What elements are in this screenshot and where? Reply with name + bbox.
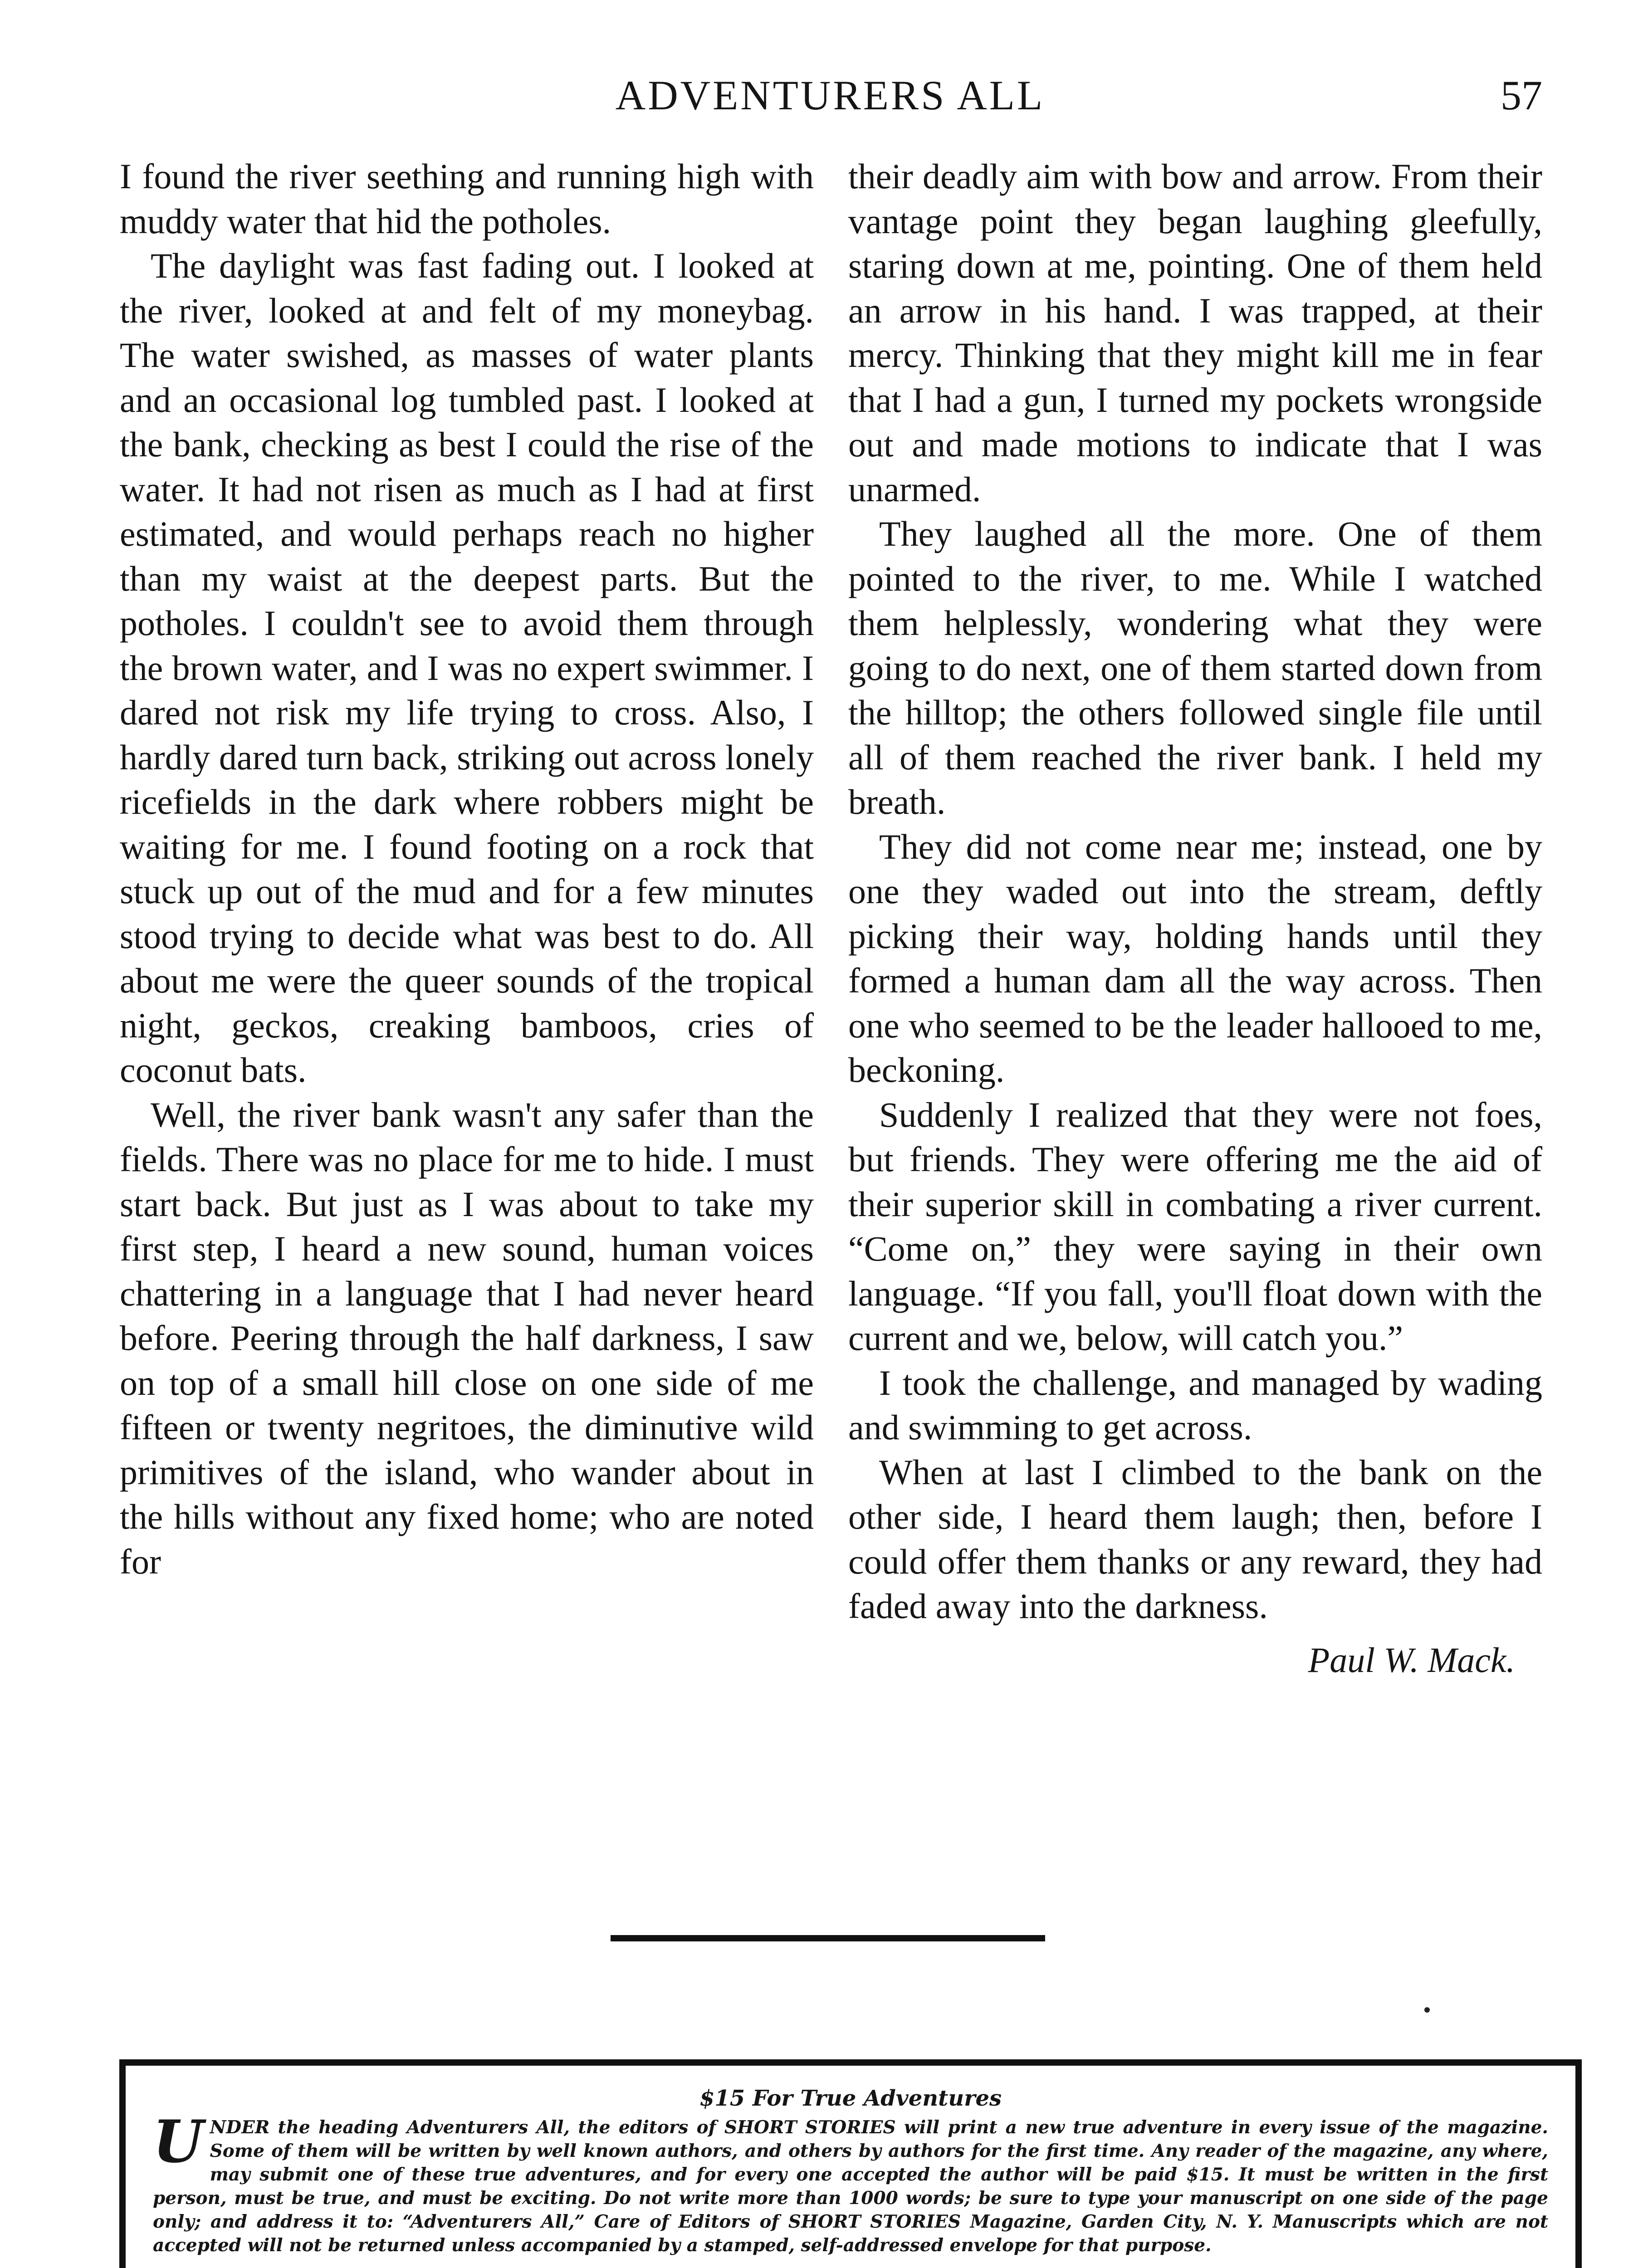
paragraph: Suddenly I realized that they were not foes, but friends. They were offering me the aid of their superior skill in combating a river current. “Come on,” they were saying in their own language. “If you fall, you'll float down with the current and we, below, will catch you.” [848, 1095, 1542, 1358]
paragraph: They laughed all the more. One of them pointed to the river, to me. While I watched them helplessly, wondering what they were going to do next, one of them started down from the hilltop; the others followed single file until all of them reached the river bank. I held my breath. [848, 514, 1542, 821]
paragraph: I took the challenge, and managed by wading and swimming to get across. [848, 1363, 1542, 1447]
paragraph: They did not come near me; instead, one by one they waded out into the stream, deftly picking their way, holding hands until they formed a human dam all the way across. Then one who seemed to be the leader hallooed to me, beckoning. [848, 826, 1542, 1090]
paragraph: I found the river seething and running high with muddy water that hid the potholes. [120, 156, 814, 241]
notice-title: $15 For True Adventures [699, 2086, 1002, 2111]
section-divider [611, 1935, 1045, 1941]
paragraph: The daylight was fast fading out. I looked at the river, looked at and felt of my moneybag. The water swished, as masses of water plants and an occasional log tumbled past. I looked at the bank, checking as best I could the rise of the water. It had not risen as much as I had at first estimated, and would perhaps reach no higher than my waist at the deepest parts. But the potholes. I couldn't see to avoid them through the brown water, and I was no expert swimmer. I dared not risk my life trying to cross. Also, I hardly dared turn back, striking out across lonely ricefields in the dark where robbers might be waiting for me. I found footing on a rock that stuck up out of the mud and for a few minutes stood trying to decide what was best to do. All about me were the queer sounds of the tropical night, geckos, creaking bamboos, cries of coconut bats. [120, 246, 814, 1090]
paragraph: their deadly aim with bow and arrow. From their vantage point they began laughing gleefully, staring down at me, pointing. One of them held an arrow in his hand. I was trapped, at their mercy. Thinking that they might kill me in fear that I had a gun, I turned my pockets wrongside out and made motions to indicate that I was unarmed. [848, 156, 1542, 509]
notice-text: NDER the heading Adventurers All, the editors of SHORT STORIES will print a new true adventure in every issue of the magazine. Some of them will be written by well known authors, and others by authors for the first time. Any reader of the magazine, any where, may submit one of these true adventures, and for every one accepted the author will be paid $15. It must be written in the first person, must be true, and must be exciting. Do not write more than 1000 words; be sure to type your manuscript on one side of the page only; and address it to: “Adventurers All,” Care of Editors of SHORT STORIES Magazine, Garden City, N. Y. Manuscripts which are not accepted will not be returned unless accompanied by a stamped, self-addressed envelope for that purpose. [153, 2117, 1548, 2256]
paragraph: When at last I climbed to the bank on the other side, I heard them laugh; then, before I could offer them thanks or any reward, they had faded away into the darkness. [848, 1452, 1542, 1626]
notice-body [153, 2108, 1548, 2257]
right-column [848, 154, 1542, 1682]
left-column [120, 154, 814, 1584]
author-signature: Paul W. Mack. [1308, 1640, 1515, 1680]
paragraph: Well, the river bank wasn't any safer than the fields. There was no place for me to hide. I must start back. But just as I was about to take my first step, I heard a new sound, human voices chattering in a language that I had never heard before. Peering through the half darkness, I saw on top of a small hill close on one side of me fifteen or twenty negritoes, the diminutive wild primitives of the island, who wander about in the hills without any fixed home; who are noted for [120, 1095, 814, 1581]
submission-notice-box [119, 2059, 1582, 2268]
ink-speck [1424, 2007, 1430, 2013]
running-title: ADVENTURERS ALL [615, 72, 1045, 118]
page-header [118, 68, 1542, 132]
page-number: 57 [1501, 72, 1542, 118]
notice-dropcap: U [153, 2108, 204, 2176]
